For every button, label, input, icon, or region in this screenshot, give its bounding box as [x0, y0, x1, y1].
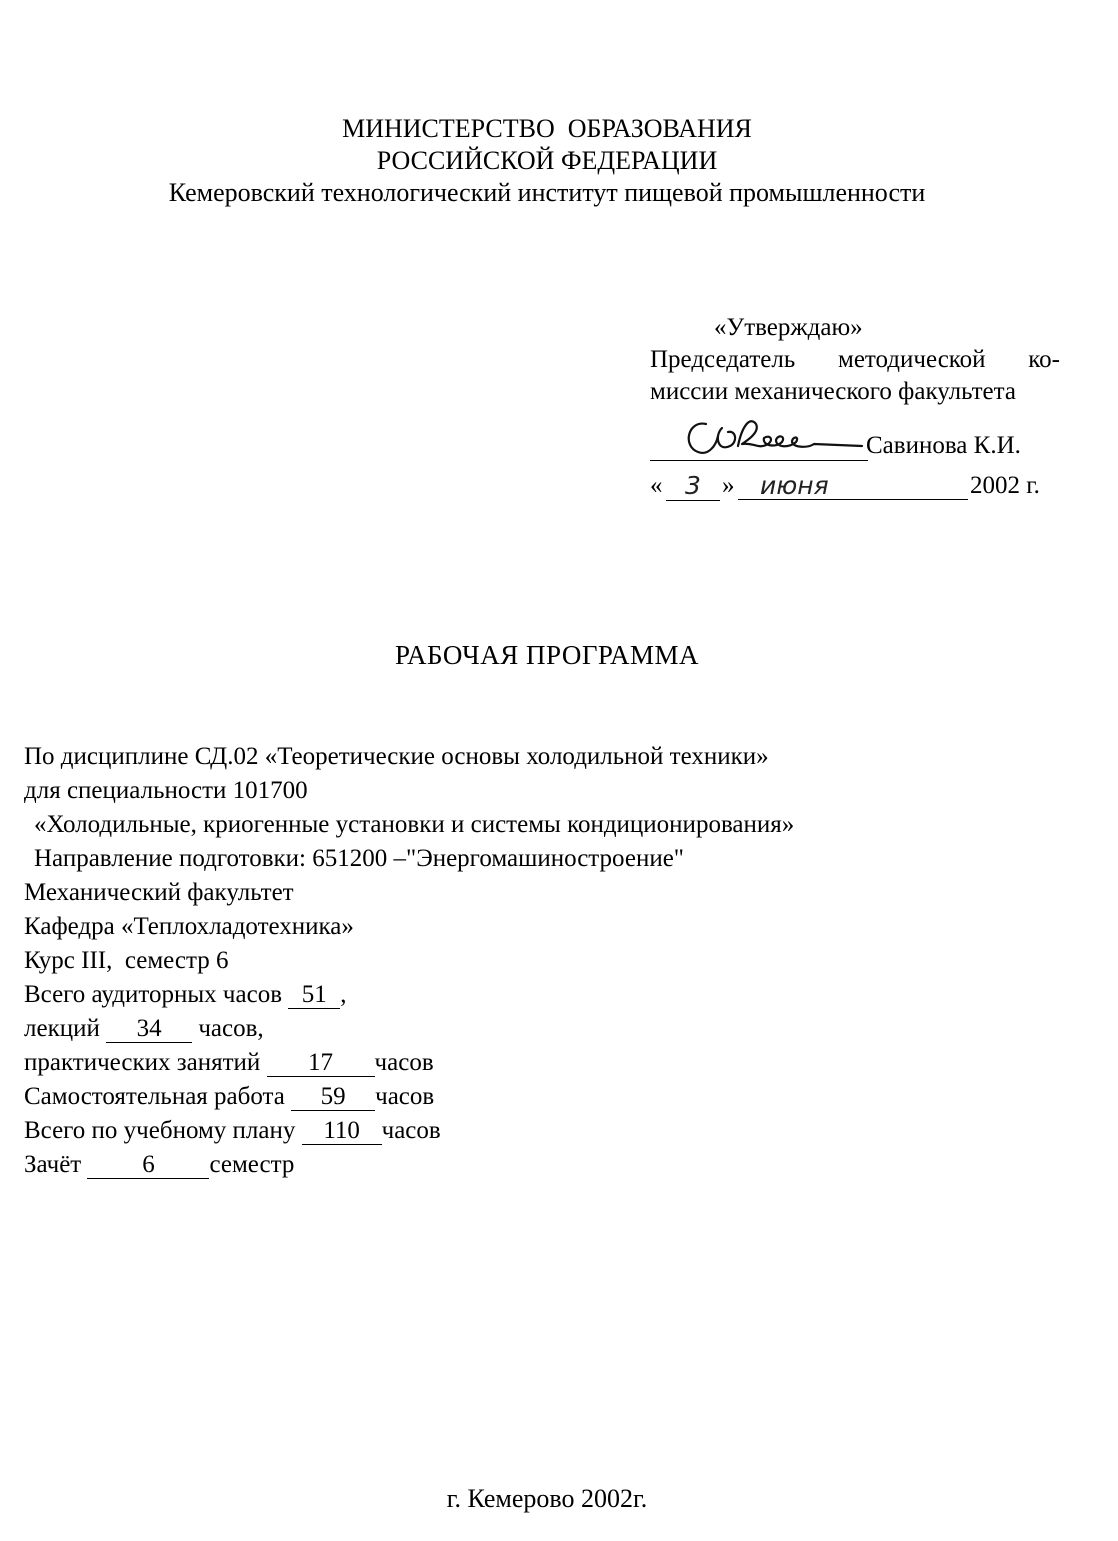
lectures-value: 34	[106, 1016, 192, 1043]
position-word-3: ко-	[1028, 346, 1060, 373]
credit-label: Зачёт	[24, 1151, 82, 1178]
practice-line	[24, 1046, 794, 1080]
course-line: Курс III, семестр 6	[24, 947, 229, 974]
credit-line	[24, 1148, 794, 1182]
credit-value: 6	[87, 1152, 209, 1179]
selfwork-suffix: часов	[375, 1083, 435, 1110]
approval-title: «Утверждаю»	[714, 314, 863, 341]
selfwork-label: Самостоятельная работа	[24, 1083, 285, 1110]
direction-line: Направление подготовки: 651200 –"Энергомашиностроение"	[34, 845, 684, 872]
department-line: Кафедра «Теплохладотехника»	[24, 913, 354, 940]
auditory-hours-label: Всего аудиторных часов	[24, 981, 282, 1008]
handwritten-signature	[678, 406, 868, 466]
program-details	[24, 740, 794, 1182]
practice-suffix: часов	[374, 1049, 434, 1076]
total-value: 110	[302, 1118, 382, 1145]
approval-position-line-2: миссии механического факультета	[650, 378, 1016, 405]
date-year: 2002 г.	[970, 472, 1040, 499]
approval-position-line-1	[650, 344, 1060, 376]
total-suffix: часов	[381, 1117, 441, 1144]
date-month: июня	[738, 470, 968, 500]
lectures-line	[24, 1012, 794, 1046]
institute-name: Кемеровский технологический институт пищевой промышленности	[168, 178, 926, 207]
position-word-2: методической	[838, 346, 986, 373]
position-word-1: Председатель	[650, 346, 796, 373]
discipline-line: По дисциплине СД.02 «Теоретические основы холодильной техники»	[24, 743, 769, 770]
faculty-line: Механический факультет	[24, 879, 294, 906]
date-day: 3	[666, 470, 720, 501]
date-quote-open: «	[650, 472, 663, 499]
credit-suffix: семестр	[209, 1151, 295, 1178]
ministry-line-1: МИНИСТЕРСТВО ОБРАЗОВАНИЯ	[342, 114, 752, 143]
document-title: РАБОЧАЯ ПРОГРАММА	[394, 640, 700, 670]
specialty-name-line: «Холодильные, криогенные установки и системы кондиционирования»	[34, 811, 795, 838]
approval-date-line	[650, 470, 1068, 510]
auditory-hours-line	[24, 978, 794, 1012]
ministry-line-2: РОССИЙСКОЙ ФЕДЕРАЦИИ	[376, 146, 718, 175]
selfwork-line	[24, 1080, 794, 1114]
document-header	[0, 113, 1094, 209]
total-line	[24, 1114, 794, 1148]
auditory-hours-suffix: ,	[340, 981, 347, 1008]
practice-label: практических занятий	[24, 1049, 261, 1076]
place-and-year: г. Кемерово 2002г.	[446, 1484, 648, 1513]
selfwork-value: 59	[291, 1084, 375, 1111]
practice-value: 17	[267, 1050, 375, 1077]
auditory-hours-value: 51	[288, 982, 340, 1009]
approver-name: Савинова К.И.	[866, 432, 1021, 459]
total-label: Всего по учебному плану	[24, 1117, 296, 1144]
specialty-line: для специальности 101700	[24, 777, 308, 804]
lectures-label: лекций	[24, 1015, 100, 1042]
lectures-suffix: часов,	[198, 1015, 264, 1042]
date-quote-close: »	[722, 472, 735, 499]
